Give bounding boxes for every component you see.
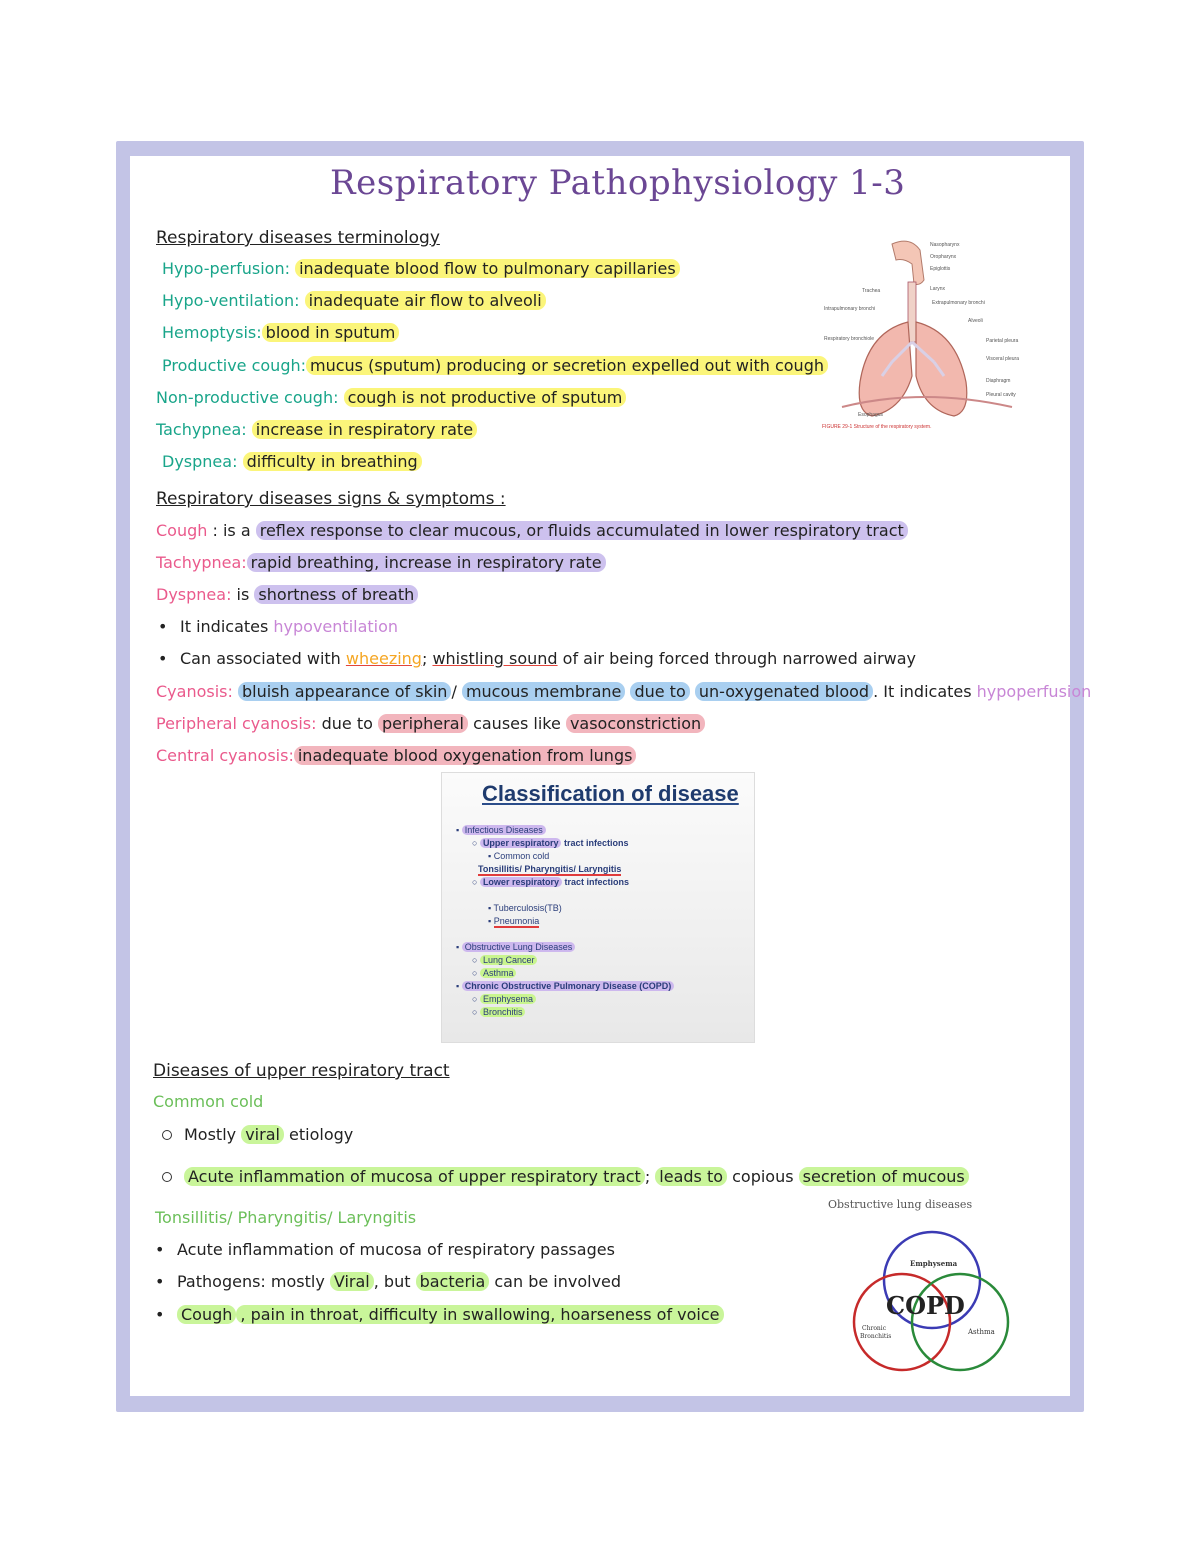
sign-term: Tachypnea: (156, 553, 247, 572)
bullet-text: of air being forced through narrowed airway (557, 649, 917, 668)
slide-item: ○ Emphysema (472, 994, 536, 1004)
figure-label: Diaphragm (986, 378, 1011, 384)
slide-item: ○ Upper respiratory tract infections (472, 838, 629, 848)
upper-tract-header: Diseases of upper respiratory tract (153, 1061, 450, 1081)
sign-term: Peripheral cyanosis: (156, 714, 317, 733)
page-title: Respiratory Pathophysiology 1-3 (330, 163, 906, 203)
term: Dyspnea: (162, 452, 238, 471)
sign-def: mucous membrane (462, 682, 625, 701)
venn-title: Obstructive lung diseases (828, 1198, 973, 1211)
slide-item: ○ Lung Cancer (472, 955, 537, 965)
slide-title: Classification of disease (482, 781, 739, 806)
sign-term: Dyspnea: (156, 585, 232, 604)
slide-text: Infectious Diseases (462, 825, 546, 835)
slide-text: tract infections (561, 877, 629, 887)
bullet-dot: • (158, 649, 168, 668)
slide-text: Obstructive Lung Diseases (462, 942, 576, 952)
figure-label: Esophagus (858, 412, 884, 418)
term: Hypo-ventilation: (162, 291, 300, 310)
slide-item: ○ Asthma (472, 968, 516, 978)
term: Non-productive cough: (156, 388, 339, 407)
bullet-dot: • (155, 1272, 165, 1291)
bullet-text: It indicates (180, 617, 274, 636)
terminology-header: Respiratory diseases terminology (156, 228, 440, 248)
term-def: cough is not productive of sputum (344, 388, 627, 407)
sign-bullet (158, 648, 916, 670)
sign-term: Central cyanosis: (156, 746, 294, 765)
term-row (162, 355, 828, 377)
slide-text: Pneumonia (493, 916, 540, 926)
figure-label: Visceral pleura (986, 356, 1019, 362)
term-def: mucus (sputum) producing or secretion expelled out with cough (306, 356, 828, 375)
sign-def: reflex response to clear mucous, or fluids accumulated in lower respiratory tract (256, 521, 908, 540)
figure-label: Pleural cavity (986, 392, 1016, 398)
sign-row (156, 713, 705, 735)
slide-item: ▪ Infectious Diseases (456, 825, 546, 835)
figure-label: Trachea (862, 288, 881, 294)
slide-item (478, 864, 621, 874)
term: Productive cough: (162, 356, 307, 375)
item-highlight: leads to (655, 1167, 727, 1186)
sign-row (156, 745, 636, 767)
sign-def: un-oxygenated blood (695, 682, 873, 701)
term-row (162, 258, 680, 280)
list-item (160, 1166, 969, 1188)
figure-label: Alveoli (968, 318, 983, 324)
respiratory-system-figure (822, 232, 1022, 432)
term: Hemoptysis: (162, 323, 262, 342)
slide-text: Lower respiratory (480, 877, 562, 887)
sign-def: due to (630, 682, 689, 701)
sign-text: due to (316, 714, 378, 733)
sign-def: bluish appearance of skin (238, 682, 451, 701)
sign-text: is (231, 585, 255, 604)
slide-item: ▪ Tuberculosis(TB) (488, 903, 562, 913)
sign-term: Cough (156, 521, 208, 540)
term-def: increase in respiratory rate (252, 420, 477, 439)
slide-item: ▪ Pneumonia (488, 916, 540, 926)
figure-label: Larynx (930, 286, 946, 292)
slide-text: Common cold (493, 851, 550, 861)
term-def: difficulty in breathing (243, 452, 422, 471)
subheading-tpl: Tonsillitis/ Pharyngitis/ Laryngitis (155, 1208, 417, 1227)
signs-header: Respiratory diseases signs & symptoms : (156, 489, 506, 509)
bullet-dot: • (155, 1240, 165, 1259)
sign-def: peripheral (378, 714, 468, 733)
subheading-common-cold: Common cold (153, 1092, 264, 1111)
venn-label-emphysema: Emphysema (910, 1259, 958, 1268)
sign-text: / (451, 682, 462, 701)
slide-item: ▪ Obstructive Lung Diseases (456, 942, 575, 952)
list-item (160, 1124, 353, 1146)
item-text: etiology (283, 1125, 354, 1144)
sign-em: hypoperfusion (976, 682, 1092, 701)
bullet-text: ; (421, 649, 433, 668)
item-highlight: Cough (177, 1305, 236, 1324)
bullet-dot: • (155, 1305, 165, 1324)
sign-text: : is a (207, 521, 256, 540)
item-text: , but (373, 1272, 416, 1291)
figure-label: Parietal pleura (986, 338, 1019, 344)
slide-text: Emphysema (480, 994, 536, 1004)
item-highlight: Acute inflammation of mucosa of upper respiratory tract (184, 1167, 645, 1186)
item-highlight: , pain in throat, difficulty in swallowing, hoarseness of voice (236, 1305, 723, 1324)
copd-venn-diagram (826, 1196, 1026, 1376)
sign-text: causes like (467, 714, 566, 733)
term-def: inadequate air flow to alveoli (305, 291, 546, 310)
venn-label-copd: COPD (886, 1291, 965, 1320)
sign-term: Cyanosis: (156, 682, 233, 701)
item-text: copious (727, 1167, 799, 1186)
term-def: blood in sputum (262, 323, 400, 342)
list-item (155, 1239, 615, 1261)
sign-row (156, 520, 908, 542)
slide-item: ○ Bronchitis (472, 1007, 525, 1017)
term-row (162, 322, 399, 344)
bullet-text: Can associated with (180, 649, 346, 668)
sign-text: . It indicates (873, 682, 977, 701)
circle-bullet-icon (162, 1130, 172, 1140)
bullet-em: hypoventilation (273, 617, 399, 636)
venn-label-chronic: Chronic (862, 1325, 887, 1332)
sign-row (156, 681, 1091, 703)
slide-text: Upper respiratory (480, 838, 562, 848)
figure-label: Oropharynx (930, 254, 957, 260)
term-def: inadequate blood flow to pulmonary capillaries (295, 259, 680, 278)
slide-text: Tuberculosis(TB) (493, 903, 562, 913)
item-text: Mostly (184, 1125, 242, 1144)
slide-text: Tonsillitis/ Pharyngitis/ Laryngitis (478, 864, 622, 874)
slide-text: Bronchitis (480, 1007, 526, 1017)
item-highlight: Viral (330, 1272, 374, 1291)
sign-def: rapid breathing, increase in respiratory rate (247, 553, 606, 572)
item-text: Pathogens: mostly (177, 1272, 330, 1291)
term-row (162, 451, 422, 473)
figure-label: Epiglottis (930, 266, 951, 272)
item-text: Acute inflammation of mucosa of respiratory passages (177, 1240, 615, 1259)
figure-label: Intrapulmonary bronchi (824, 306, 876, 312)
bullet-dot: • (158, 617, 168, 636)
sign-bullet (158, 616, 398, 638)
sign-def: vasoconstriction (566, 714, 705, 733)
item-text: can be involved (489, 1272, 622, 1291)
sign-def: shortness of breath (254, 585, 418, 604)
slide-item: ▪ Common cold (488, 851, 550, 861)
term-row (162, 290, 546, 312)
item-highlight: secretion of mucous (799, 1167, 969, 1186)
slide-text: Chronic Obstructive Pulmonary Disease (COPD) (462, 981, 675, 991)
slide-item: ▪ Chronic Obstructive Pulmonary Disease (COPD) (456, 981, 674, 991)
term-row (156, 387, 626, 409)
slide-text: Asthma (480, 968, 517, 978)
item-highlight: viral (241, 1125, 284, 1144)
circle-bullet-icon (162, 1172, 172, 1182)
slide-text: Lung Cancer (480, 955, 538, 965)
slide-item: ○ Lower respiratory tract infections (472, 877, 629, 887)
item-text: ; (644, 1167, 656, 1186)
bullet-underlined: whistling sound (432, 649, 558, 668)
slide-text: tract infections (561, 838, 629, 848)
term: Tachypnea: (156, 420, 247, 439)
sign-def: inadequate blood oxygenation from lungs (294, 746, 637, 765)
figure-label: Nasopharynx (930, 242, 960, 248)
list-item (155, 1271, 621, 1293)
bullet-em: wheezing (345, 649, 422, 668)
venn-label-asthma: Asthma (968, 1328, 995, 1336)
term: Hypo-perfusion: (162, 259, 290, 278)
venn-label-bronchitis: Bronchitis (860, 1333, 892, 1340)
sign-row (156, 584, 418, 606)
term-row (156, 419, 477, 441)
classification-slide (441, 772, 755, 1043)
figure-label: Extrapulmonary bronchi (932, 300, 985, 306)
sign-row (156, 552, 606, 574)
figure-label: Respiratory bronchiole (824, 336, 875, 342)
figure-caption: FIGURE 29-1 Structure of the respiratory system. (822, 424, 932, 430)
item-highlight: bacteria (416, 1272, 490, 1291)
list-item (155, 1304, 724, 1326)
